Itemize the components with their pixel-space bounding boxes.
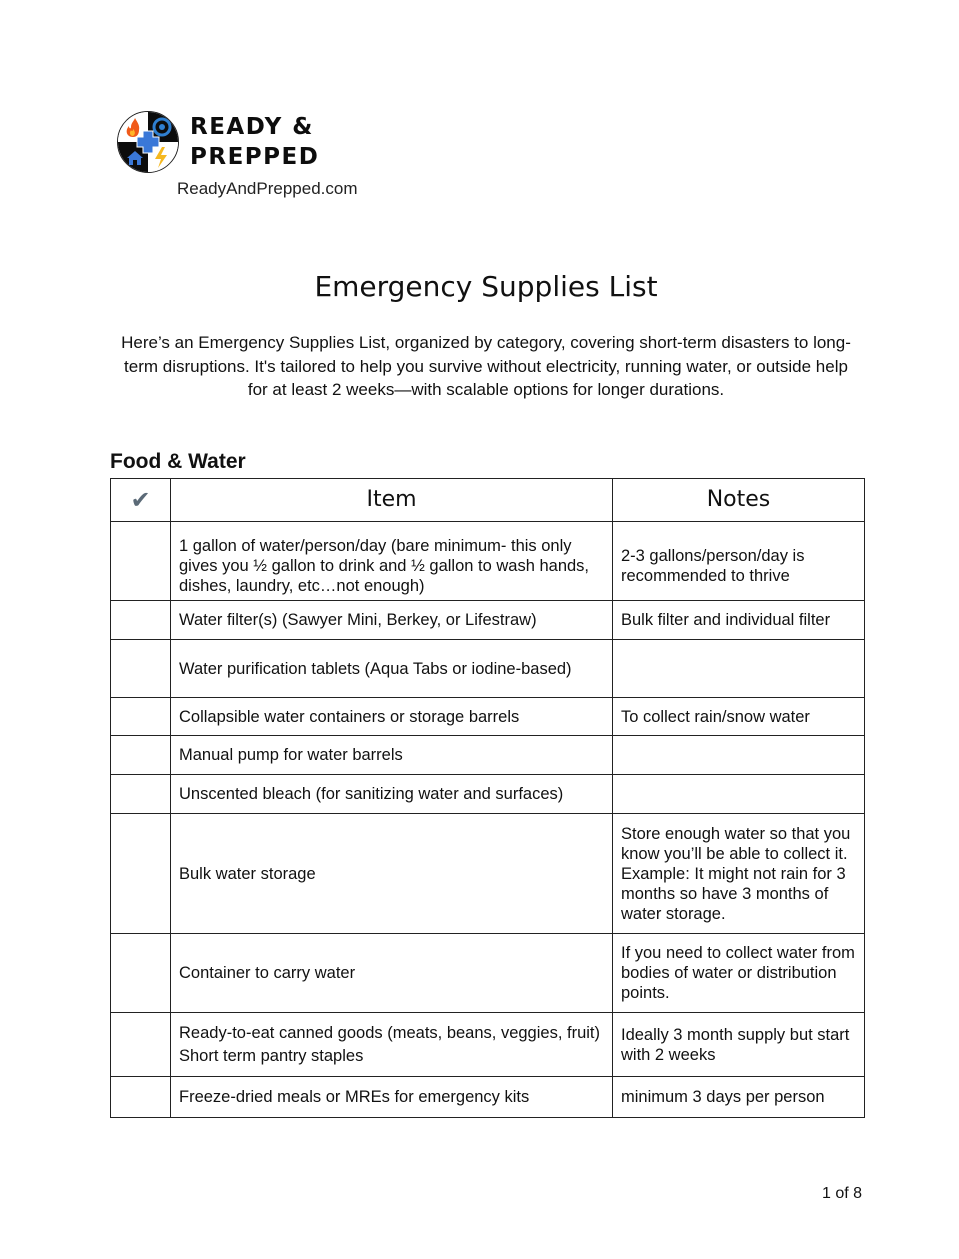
- page-title: Emergency Supplies List: [314, 270, 658, 303]
- table-row: [111, 1013, 865, 1077]
- notes-cell: [613, 640, 865, 698]
- notes-cell: If you need to collect water from bodies of water or distribution points.: [613, 934, 865, 1013]
- brand-line-1: READY &: [190, 114, 314, 140]
- item-cell: Freeze-dried meals or MREs for emergency kits: [171, 1077, 613, 1118]
- table-header-row: [111, 479, 865, 522]
- checkbox-cell[interactable]: [111, 775, 171, 814]
- item-cell: Ready-to-eat canned goods (meats, beans, veggies, fruit) Short term pantry staples: [171, 1013, 613, 1077]
- table-row: [111, 814, 865, 934]
- checkbox-cell[interactable]: [111, 736, 171, 775]
- checkbox-cell[interactable]: [111, 1013, 171, 1077]
- item-cell: Bulk water storage: [171, 814, 613, 934]
- checkbox-cell[interactable]: [111, 1077, 171, 1118]
- checkbox-cell[interactable]: [111, 601, 171, 640]
- notes-cell: Bulk filter and individual filter: [613, 601, 865, 640]
- checkbox-cell[interactable]: [111, 814, 171, 934]
- ready-and-prepped-logo: [117, 111, 179, 173]
- table-row: [111, 601, 865, 640]
- page-indicator: 1 of 8: [821, 1185, 862, 1202]
- table-row: [111, 934, 865, 1013]
- checkbox-cell[interactable]: [111, 934, 171, 1013]
- notes-cell: Ideally 3 month supply but start with 2 weeks: [613, 1013, 865, 1077]
- checkbox-cell[interactable]: [111, 698, 171, 736]
- intro-paragraph: Here’s an Emergency Supplies List, organized by category, covering short-term disasters to long-term disruptions. It's tailored to help you survive without electricity, running water, or outside help for at least 2 weeks—with scalable options for longer durations.: [121, 333, 851, 399]
- checkbox-cell[interactable]: [111, 640, 171, 698]
- table-row: [111, 522, 865, 601]
- checkmark-icon: ✔: [111, 479, 171, 522]
- table-row: [111, 1077, 865, 1118]
- website-url: ReadyAndPrepped.com: [177, 179, 358, 198]
- item-cell: Unscented bleach (for sanitizing water and surfaces): [171, 775, 613, 814]
- notes-cell: 2-3 gallons/person/day is recommended to thrive: [613, 522, 865, 601]
- section-heading: Food & Water: [110, 450, 246, 473]
- notes-cell: [613, 775, 865, 814]
- item-cell: Collapsible water containers or storage barrels: [171, 698, 613, 736]
- column-header-item: Item: [171, 479, 613, 522]
- notes-cell: minimum 3 days per person: [613, 1077, 865, 1118]
- notes-cell: To collect rain/snow water: [613, 698, 865, 736]
- checkbox-cell[interactable]: [111, 522, 171, 601]
- table-row: [111, 736, 865, 775]
- table-row: [111, 775, 865, 814]
- table-row: [111, 698, 865, 736]
- brand-name: [190, 112, 319, 172]
- item-cell: Water filter(s) (Sawyer Mini, Berkey, or Lifestraw): [171, 601, 613, 640]
- item-cell: Water purification tablets (Aqua Tabs or iodine-based): [171, 640, 613, 698]
- brand-line-2: PREPPED: [190, 144, 320, 170]
- notes-cell: [613, 736, 865, 775]
- notes-cell: Store enough water so that you know you’ll be able to collect it. Example: It might not rain for 3 months so have 3 months of water storage.: [613, 814, 865, 934]
- item-cell: Container to carry water: [171, 934, 613, 1013]
- item-cell: Manual pump for water barrels: [171, 736, 613, 775]
- column-header-notes: Notes: [613, 479, 865, 522]
- supplies-table: [110, 478, 865, 1118]
- item-cell: 1 gallon of water/person/day (bare minimum- this only gives you ½ gallon to drink and ½ gallon to wash hands, dishes, laundry, etc…not enough): [171, 522, 613, 601]
- table-row: [111, 640, 865, 698]
